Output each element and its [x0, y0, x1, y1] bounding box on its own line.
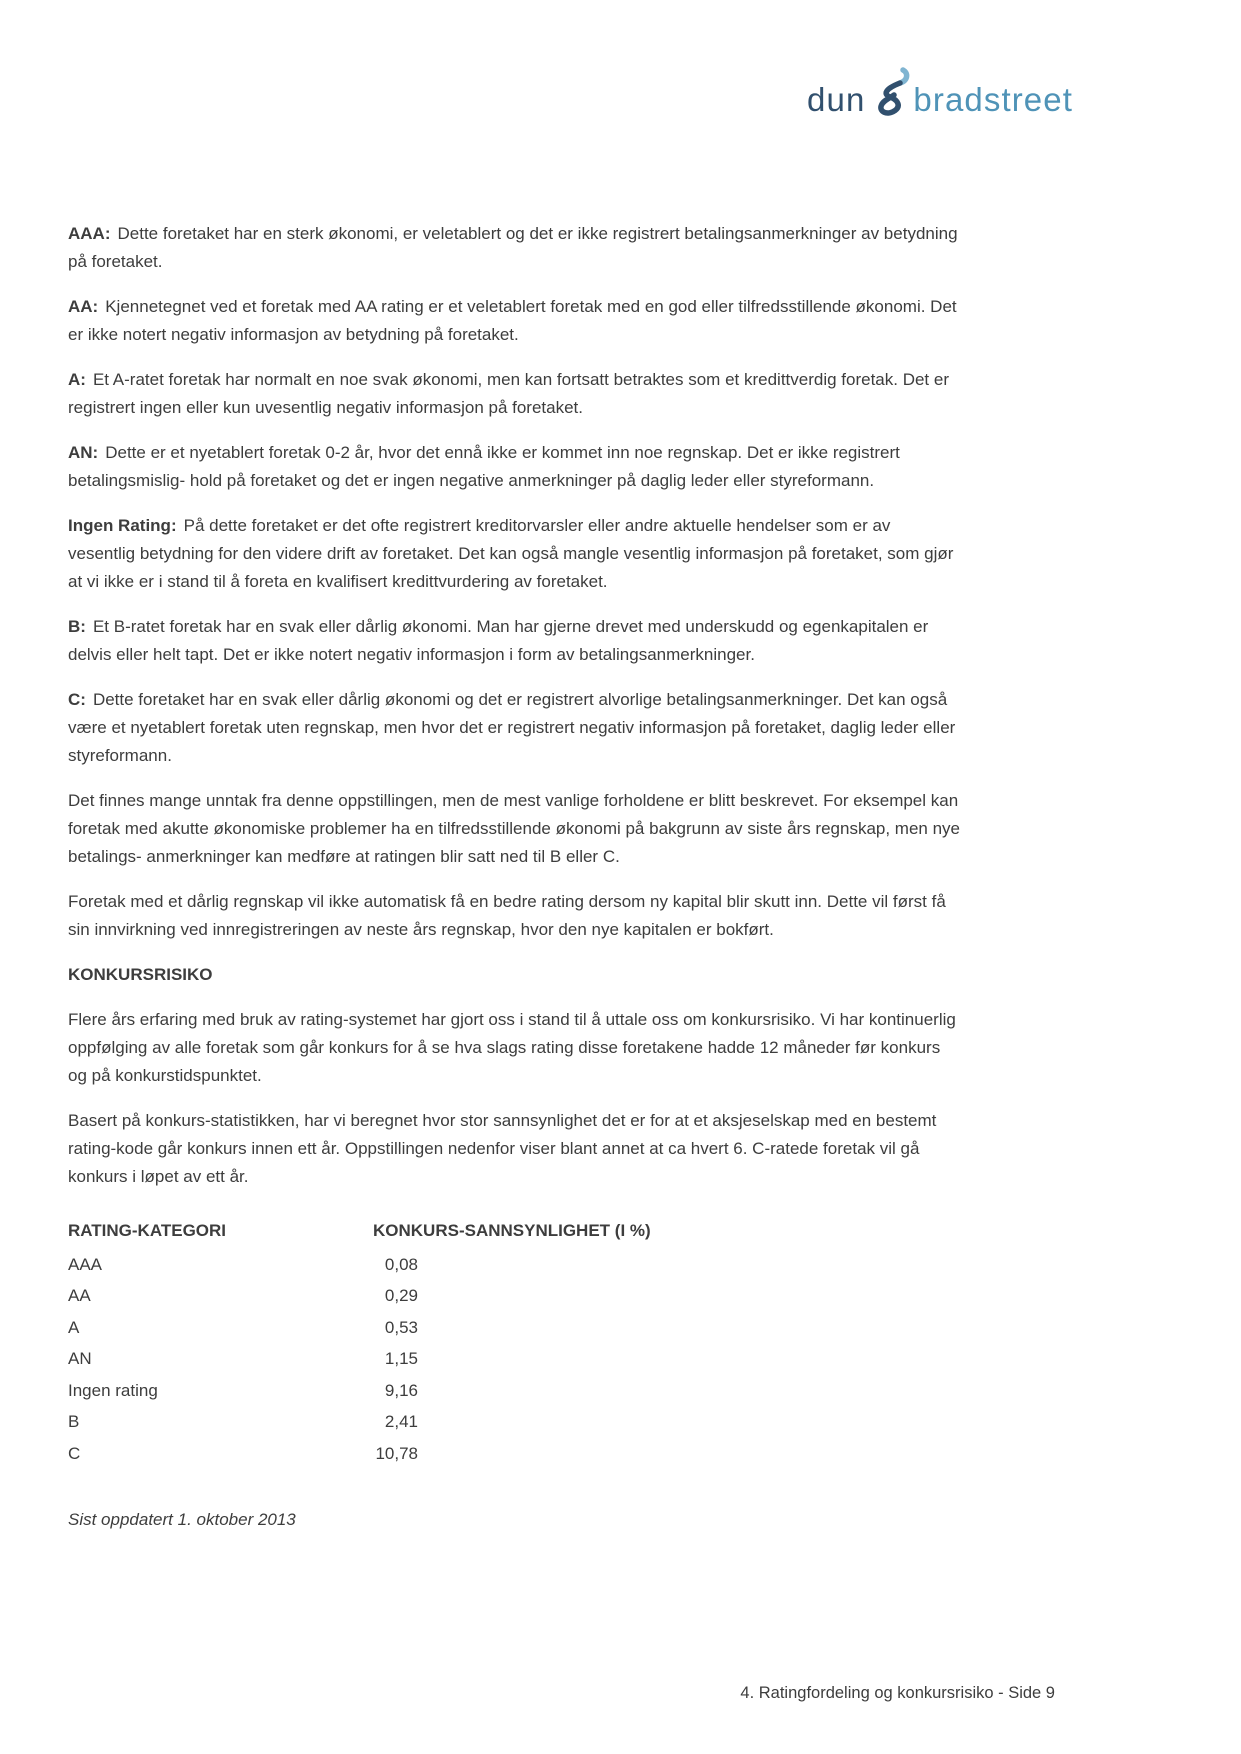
- logo-text-dun: dun: [807, 81, 866, 118]
- paragraph-konkursrisiko-2: Basert på konkurs-statistikken, har vi beregnet hvor stor sannsynlighet det er for at et aksjeselskap med en bestemt rating-kode går konkurs innen ett år. Oppstillingen nedenfor viser blant annet at ca hvert 6. C-ratede foretak vil gå konkurs i løpet av ett år.: [68, 1111, 937, 1186]
- rating-label-ingen-rating: Ingen Rating:: [68, 516, 177, 535]
- rating-category: AN: [68, 1349, 92, 1369]
- ampersand-icon: [865, 66, 913, 116]
- table-row: [68, 1249, 960, 1281]
- paragraph-text: Foretak med et dårlig regnskap vil ikke automatisk få en bedre rating dersom ny kapital blir skutt inn. Dette vil først få sin innvirkning ved innregistreringen av neste års regnskap, hvor den nye kapitalen er bokført.: [68, 892, 946, 939]
- table-row: [68, 1281, 960, 1313]
- rating-label-b: B:: [68, 617, 86, 636]
- dun-bradstreet-logo: [807, 66, 1073, 116]
- table-row: [68, 1407, 960, 1439]
- paragraph-text: Kjennetegnet ved et foretak med AA rating er et veletablert foretak med en god eller tilfredsstillende økonomi. Det er ikke notert negativ informasjon av betydning på foretaket.: [68, 297, 957, 344]
- table-row: [68, 1438, 960, 1470]
- rating-category: B: [68, 1412, 80, 1432]
- paragraph-text: Dette foretaket har en svak eller dårlig økonomi og det er registrert alvorlige betalingsanmerkninger. Det kan også være et nyetablert foretak uten regnskap, men hvor det er registrert negativ informasjon på foretaket, daglig leder eller styreformann.: [68, 690, 956, 765]
- page-footer: 4. Ratingfordeling og konkursrisiko - Side 9: [740, 1684, 1055, 1702]
- paragraph-text: Et B-ratet foretak har en svak eller dårlig økonomi. Man har gjerne drevet med underskudd og egenkapitalen er delvis eller helt tapt. Det er ikke notert negativ informasjon i form av betalingsanmerkninger.: [68, 617, 929, 664]
- column-header-rating-kategori: RATING-KATEGORI: [68, 1221, 227, 1240]
- paragraph-exceptions: [68, 787, 960, 871]
- paragraph-aaa: [68, 220, 960, 276]
- last-updated-note: Sist oppdatert 1. oktober 2013: [68, 1509, 296, 1529]
- probability-value: 2,41: [384, 1412, 418, 1432]
- rating-category: Ingen rating: [68, 1380, 158, 1400]
- paragraph-text: Det finnes mange unntak fra denne oppstillingen, men de mest vanlige forholdene er blitt beskrevet. For eksempel kan foretak med akutte økonomiske problemer ha en tilfredsstillende økonomi på bakgrunn av siste års regnskap, men nye betalings- anmerkninger kan medføre at ratingen blir satt ned til B eller C.: [68, 791, 961, 866]
- paragraph-ingen-rating: [68, 512, 960, 596]
- rating-label-c: C:: [68, 690, 86, 709]
- paragraph-konkursrisiko-1: Flere års erfaring med bruk av rating-systemet har gjort oss i stand til å uttale oss om konkursrisiko. Vi har kontinuerlig oppfølging av alle foretak som går konkurs for å se hva slags rating disse foretakene hadde 12 måneder før konkurs og på konkurstidspunktet.: [68, 1010, 956, 1085]
- table-row: [68, 1375, 960, 1407]
- table-row: [68, 1344, 960, 1376]
- paragraph-aa: [68, 293, 960, 349]
- table-header-row: [68, 1217, 960, 1245]
- probability-value: 0,08: [384, 1254, 418, 1274]
- paragraph-an: [68, 439, 960, 495]
- rating-category: AA: [68, 1286, 91, 1306]
- table-row: [68, 1312, 960, 1344]
- paragraph-c: [68, 686, 960, 770]
- probability-value: 0,29: [384, 1286, 418, 1306]
- rating-label-aaa: AAA:: [68, 224, 111, 243]
- paragraph-new-capital: [68, 888, 960, 944]
- document-body: [68, 220, 960, 1534]
- paragraph-text: Dette foretaket har en sterk økonomi, er veletablert og det er ikke registrert betalingsanmerkninger av betydning på foretaket.: [68, 224, 958, 271]
- paragraph-a: [68, 366, 960, 422]
- paragraph-text: På dette foretaket er det ofte registrert kreditorvarsler eller andre aktuelle hendelser som er av vesentlig betydning for den videre drift av foretaket. Det kan også mangle vesentlig informasjon på foretaket, som gjør at vi ikke er i stand til å foreta en kvalifisert kredittvurdering av foretaket.: [68, 516, 954, 591]
- probability-value: 10,78: [375, 1443, 418, 1463]
- probability-value: 1,15: [384, 1349, 418, 1369]
- rating-label-a: A:: [68, 370, 86, 389]
- rating-category: C: [68, 1443, 81, 1463]
- column-header-konkurs-sannsynlighet: KONKURS-SANNSYNLIGHET (I %): [373, 1221, 651, 1240]
- rating-category: AAA: [68, 1254, 103, 1274]
- logo-text-bradstreet: bradstreet: [913, 81, 1073, 118]
- rating-probability-table: [68, 1217, 960, 1470]
- paragraph-b: [68, 613, 960, 669]
- probability-value: 0,53: [384, 1317, 418, 1337]
- rating-category: A: [68, 1317, 80, 1337]
- paragraph-text: Et A-ratet foretak har normalt en noe svak økonomi, men kan fortsatt betraktes som et kredittverdig foretak. Det er registrert ingen eller kun uvesentlig negativ informasjon på foretaket.: [68, 370, 949, 417]
- probability-value: 9,16: [384, 1380, 418, 1400]
- rating-label-aa: AA:: [68, 297, 99, 316]
- section-heading-konkursrisiko: KONKURSRISIKO: [68, 965, 213, 984]
- paragraph-text: Dette er et nyetablert foretak 0-2 år, hvor det ennå ikke er kommet inn noe regnskap. Det er ikke registrert betalingsmislig- hold på foretaket og det er ingen negative anmerkninger på daglig leder eller styreformann.: [68, 443, 900, 490]
- rating-label-an: AN:: [68, 443, 99, 462]
